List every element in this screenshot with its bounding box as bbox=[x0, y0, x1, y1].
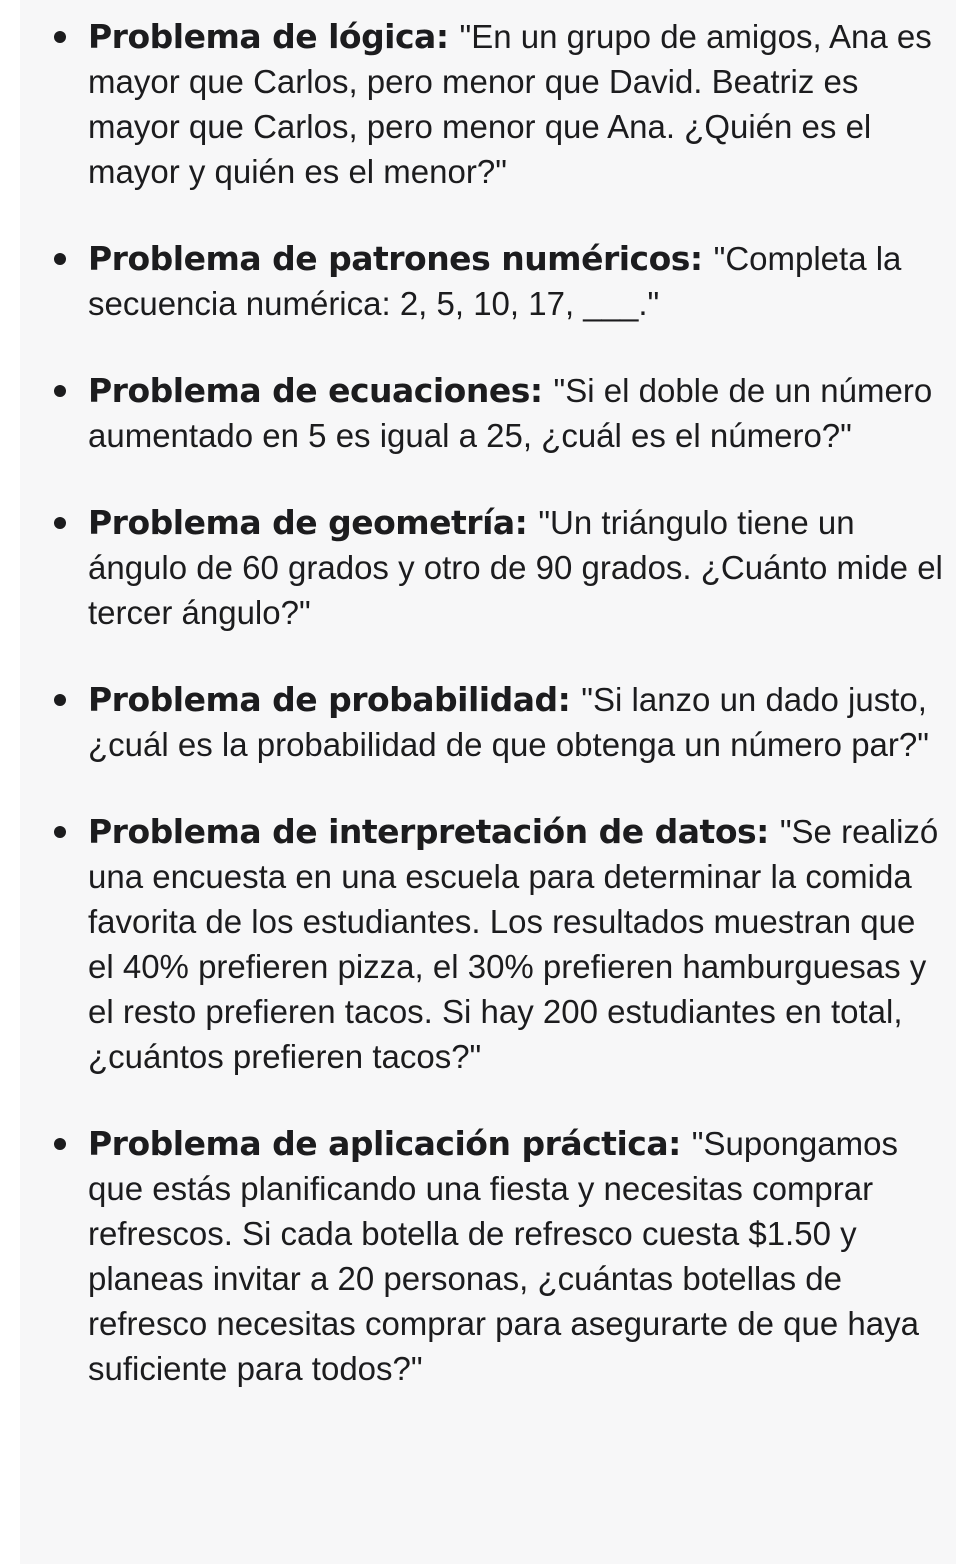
bullet-icon bbox=[54, 517, 66, 529]
problem-title: Problema de patrones numéricos: bbox=[88, 239, 714, 278]
problem-text: "Supongamos que estás planificando una fiesta y necesitas comprar refrescos. Si cada botella de refresco cuesta $1.50 y planeas invitar a 20 personas, ¿cuántas botellas de refresco necesitas comprar para asegurarte de que haya suficiente para todos?" bbox=[88, 1125, 919, 1387]
list-item-patterns bbox=[88, 236, 948, 326]
problem-list bbox=[88, 14, 948, 1433]
bullet-icon bbox=[54, 1138, 66, 1150]
message-card bbox=[20, 0, 956, 1564]
list-item-geometry bbox=[88, 500, 948, 635]
problem-text: "Si lanzo un dado justo, ¿cuál es la probabilidad de que obtenga un número par?" bbox=[88, 681, 929, 763]
problem-text: "Completa la secuencia numérica: 2, 5, 10, 17, ___." bbox=[88, 240, 902, 322]
problem-text: "En un grupo de amigos, Ana es mayor que Carlos, pero menor que David. Beatriz es mayor que Carlos, pero menor que Ana. ¿Quién es el mayor y quién es el menor?" bbox=[88, 18, 932, 190]
problem-title: Problema de ecuaciones: bbox=[88, 371, 554, 410]
problem-text: "Se realizó una encuesta en una escuela para determinar la comida favorita de los estudiantes. Los resultados muestran que el 40% prefieren pizza, el 30% prefieren hamburguesas y el resto prefieren tacos. Si hay 200 estudiantes en total, ¿cuántos prefieren tacos?" bbox=[88, 813, 939, 1075]
problem-title: Problema de probabilidad: bbox=[88, 680, 582, 719]
problem-title: Problema de geometría: bbox=[88, 503, 539, 542]
problem-title: Problema de lógica: bbox=[88, 17, 460, 56]
list-item-practical-application bbox=[88, 1121, 948, 1391]
bullet-icon bbox=[54, 826, 66, 838]
bullet-icon bbox=[54, 31, 66, 43]
list-item-data-interpretation bbox=[88, 809, 948, 1079]
list-item-equations bbox=[88, 368, 948, 458]
problem-title: Problema de aplicación práctica: bbox=[88, 1124, 692, 1163]
list-item-logic bbox=[88, 14, 948, 194]
problem-text: "Un triángulo tiene un ángulo de 60 grados y otro de 90 grados. ¿Cuánto mide el tercer ángulo?" bbox=[88, 504, 943, 631]
problem-title: Problema de interpretación de datos: bbox=[88, 812, 780, 851]
bullet-icon bbox=[54, 385, 66, 397]
bullet-icon bbox=[54, 694, 66, 706]
list-item-probability bbox=[88, 677, 948, 767]
problem-text: "Si el doble de un número aumentado en 5 es igual a 25, ¿cuál es el número?" bbox=[88, 372, 933, 454]
bullet-icon bbox=[54, 253, 66, 265]
